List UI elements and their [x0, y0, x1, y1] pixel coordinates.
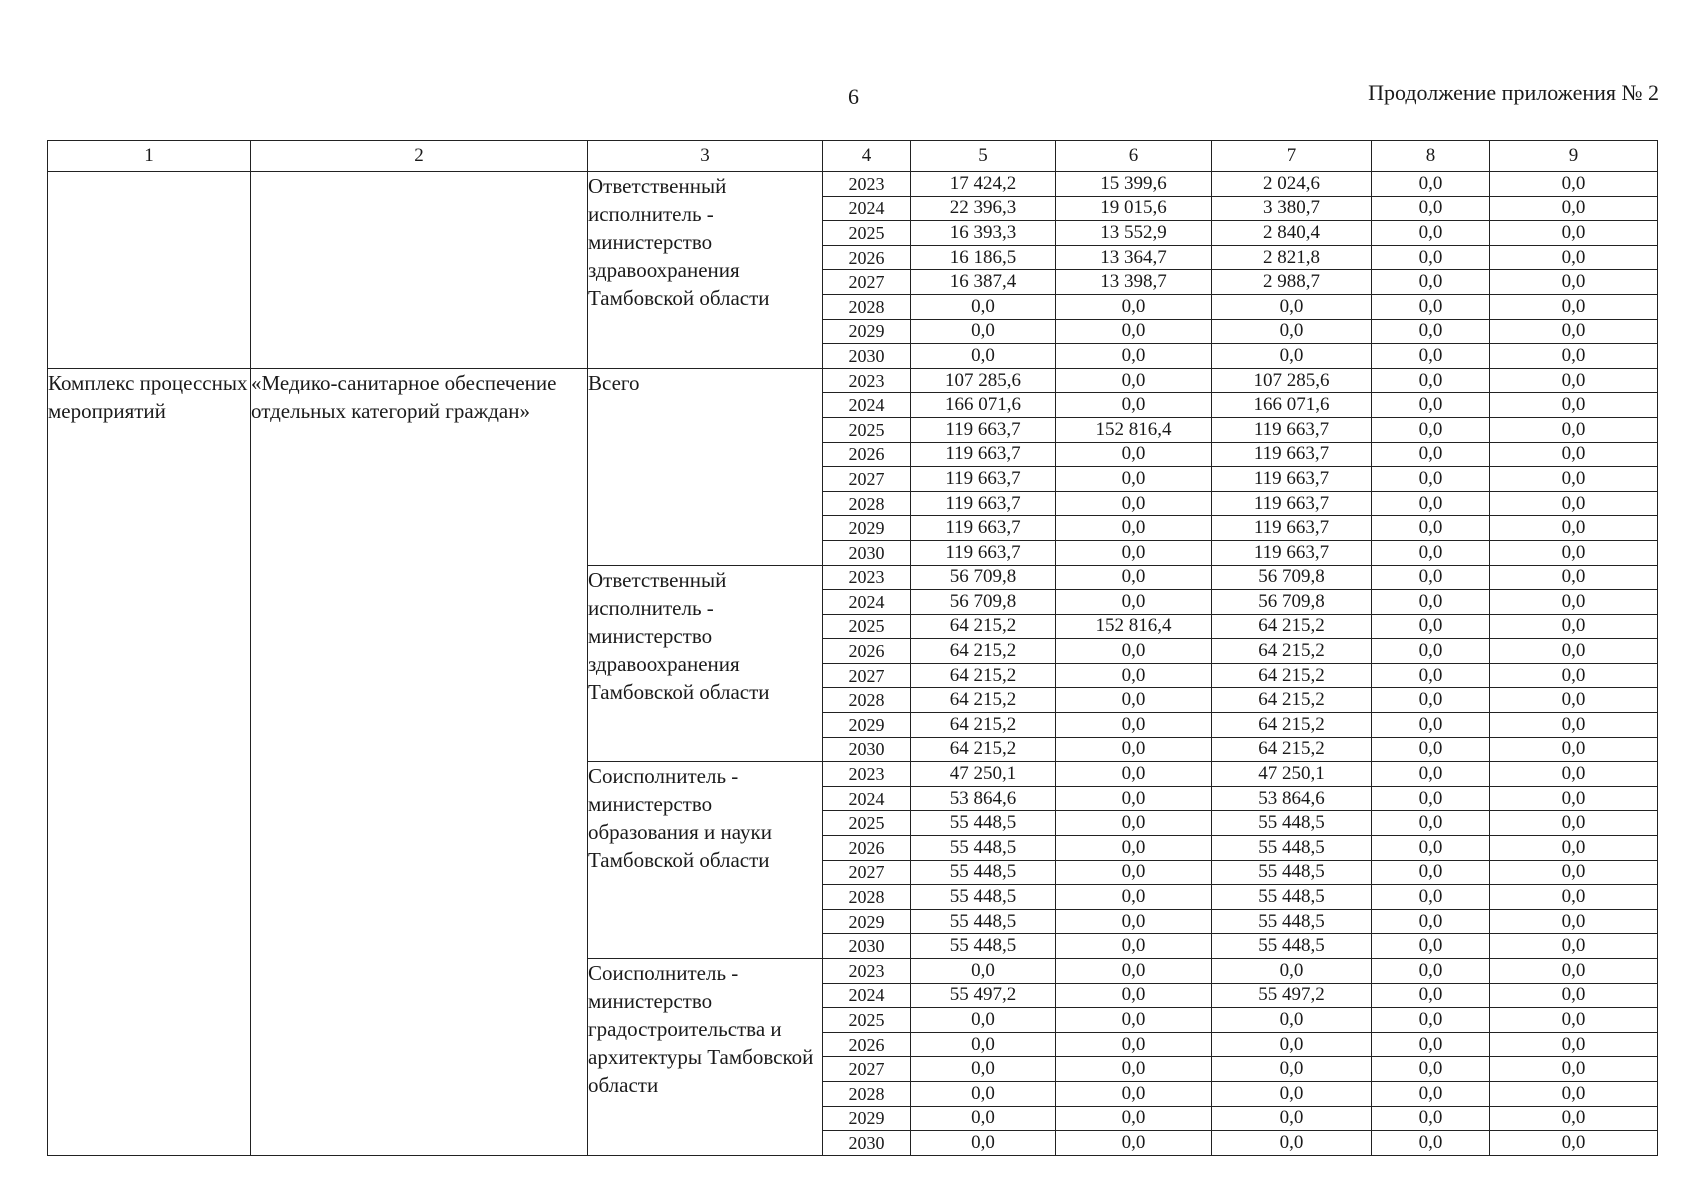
header-cell: 6 — [1056, 141, 1212, 172]
value-cell: 56 709,8 — [1212, 565, 1372, 590]
value-cell: 0,0 — [1056, 1106, 1212, 1131]
value-cell: 0,0 — [1490, 983, 1658, 1008]
year-cell: 2025 — [823, 221, 911, 246]
value-cell: 0,0 — [1372, 860, 1490, 885]
value-cell: 0,0 — [1056, 934, 1212, 959]
value-cell: 15 399,6 — [1056, 172, 1212, 197]
value-cell: 0,0 — [911, 294, 1056, 319]
year-cell: 2024 — [823, 983, 911, 1008]
value-cell: 0,0 — [1490, 688, 1658, 713]
event-name-cell: «Медико-санитарное обеспечение отдельных категорий граждан» — [251, 368, 588, 1155]
value-cell: 0,0 — [1372, 713, 1490, 738]
value-cell: 119 663,7 — [1212, 516, 1372, 541]
value-cell: 107 285,6 — [911, 368, 1056, 393]
value-cell: 0,0 — [1212, 319, 1372, 344]
value-cell: 0,0 — [1490, 270, 1658, 295]
executor-cell: Ответственный исполнитель - министерство здравоохранения Тамбовской области — [588, 565, 823, 762]
value-cell: 16 186,5 — [911, 245, 1056, 270]
value-cell: 0,0 — [1372, 442, 1490, 467]
year-cell: 2027 — [823, 270, 911, 295]
value-cell: 0,0 — [1056, 590, 1212, 615]
value-cell: 0,0 — [1372, 1131, 1490, 1156]
value-cell: 0,0 — [1490, 393, 1658, 418]
value-cell: 0,0 — [911, 959, 1056, 984]
value-cell: 64 215,2 — [1212, 737, 1372, 762]
value-cell: 0,0 — [1372, 1032, 1490, 1057]
event-type-cell: Комплекс процессных мероприятий — [48, 368, 251, 1155]
year-cell: 2024 — [823, 786, 911, 811]
value-cell: 17 424,2 — [911, 172, 1056, 197]
value-cell: 0,0 — [1372, 590, 1490, 615]
year-cell: 2023 — [823, 959, 911, 984]
header-cell: 1 — [48, 141, 251, 172]
year-cell: 2029 — [823, 909, 911, 934]
executor-cell: Ответственный исполнитель - министерство здравоохранения Тамбовской области — [588, 172, 823, 369]
value-cell: 55 448,5 — [911, 934, 1056, 959]
table-row — [48, 172, 1658, 197]
value-cell: 0,0 — [1372, 565, 1490, 590]
value-cell: 0,0 — [1372, 294, 1490, 319]
value-cell: 0,0 — [1372, 393, 1490, 418]
year-cell: 2024 — [823, 393, 911, 418]
year-cell: 2026 — [823, 1032, 911, 1057]
value-cell: 0,0 — [1490, 1106, 1658, 1131]
value-cell: 64 215,2 — [911, 737, 1056, 762]
value-cell: 0,0 — [1056, 1008, 1212, 1033]
year-cell: 2027 — [823, 663, 911, 688]
value-cell: 0,0 — [1490, 294, 1658, 319]
value-cell: 2 840,4 — [1212, 221, 1372, 246]
value-cell: 119 663,7 — [911, 516, 1056, 541]
year-cell: 2030 — [823, 737, 911, 762]
value-cell: 55 448,5 — [911, 909, 1056, 934]
value-cell: 0,0 — [1372, 1057, 1490, 1082]
value-cell: 0,0 — [1490, 836, 1658, 861]
value-cell: 0,0 — [911, 1057, 1056, 1082]
value-cell: 166 071,6 — [1212, 393, 1372, 418]
year-cell: 2026 — [823, 639, 911, 664]
value-cell: 0,0 — [1212, 1081, 1372, 1106]
value-cell: 119 663,7 — [911, 540, 1056, 565]
value-cell: 55 448,5 — [1212, 836, 1372, 861]
value-cell: 0,0 — [1372, 934, 1490, 959]
value-cell: 0,0 — [1490, 713, 1658, 738]
value-cell: 0,0 — [1212, 344, 1372, 369]
value-cell: 55 448,5 — [1212, 934, 1372, 959]
value-cell: 0,0 — [911, 1032, 1056, 1057]
value-cell: 0,0 — [1490, 762, 1658, 787]
value-cell: 0,0 — [1490, 1008, 1658, 1033]
appendix-caption: Продолжение приложения № 2 — [1368, 80, 1659, 105]
value-cell: 119 663,7 — [911, 491, 1056, 516]
executor-cell: Соисполнитель - министерство градостроительства и архитектуры Тамбовской области — [588, 959, 823, 1156]
value-cell: 0,0 — [1372, 885, 1490, 910]
value-cell: 13 398,7 — [1056, 270, 1212, 295]
value-cell: 0,0 — [1056, 1131, 1212, 1156]
value-cell: 0,0 — [1056, 909, 1212, 934]
value-cell: 0,0 — [1212, 294, 1372, 319]
value-cell: 0,0 — [911, 1008, 1056, 1033]
value-cell: 0,0 — [1056, 442, 1212, 467]
value-cell: 0,0 — [1372, 319, 1490, 344]
header-cell: 4 — [823, 141, 911, 172]
value-cell: 0,0 — [1372, 172, 1490, 197]
value-cell: 0,0 — [1056, 885, 1212, 910]
value-cell: 64 215,2 — [1212, 663, 1372, 688]
value-cell: 0,0 — [1490, 540, 1658, 565]
value-cell: 0,0 — [1372, 959, 1490, 984]
year-cell: 2026 — [823, 442, 911, 467]
value-cell: 55 497,2 — [911, 983, 1056, 1008]
budget-table — [47, 140, 1658, 1156]
value-cell: 0,0 — [1490, 196, 1658, 221]
value-cell: 0,0 — [1490, 1081, 1658, 1106]
value-cell: 0,0 — [1490, 417, 1658, 442]
value-cell: 22 396,3 — [911, 196, 1056, 221]
value-cell: 64 215,2 — [1212, 713, 1372, 738]
value-cell: 55 448,5 — [1212, 909, 1372, 934]
value-cell: 0,0 — [1490, 663, 1658, 688]
value-cell: 0,0 — [1056, 836, 1212, 861]
header-cell: 2 — [251, 141, 588, 172]
value-cell: 0,0 — [1490, 1131, 1658, 1156]
value-cell: 0,0 — [1056, 368, 1212, 393]
year-cell: 2028 — [823, 491, 911, 516]
value-cell: 0,0 — [911, 1106, 1056, 1131]
value-cell: 0,0 — [1372, 836, 1490, 861]
value-cell: 0,0 — [1372, 540, 1490, 565]
year-cell: 2029 — [823, 319, 911, 344]
value-cell: 0,0 — [1056, 688, 1212, 713]
value-cell: 0,0 — [1490, 245, 1658, 270]
value-cell: 0,0 — [1056, 319, 1212, 344]
value-cell: 55 448,5 — [911, 860, 1056, 885]
value-cell: 0,0 — [1490, 319, 1658, 344]
value-cell: 0,0 — [1490, 221, 1658, 246]
value-cell: 55 448,5 — [1212, 860, 1372, 885]
value-cell: 0,0 — [1056, 762, 1212, 787]
value-cell: 0,0 — [1056, 639, 1212, 664]
header-cell: 9 — [1490, 141, 1658, 172]
year-cell: 2028 — [823, 294, 911, 319]
value-cell: 0,0 — [1056, 1081, 1212, 1106]
value-cell: 0,0 — [1372, 762, 1490, 787]
value-cell: 107 285,6 — [1212, 368, 1372, 393]
value-cell: 64 215,2 — [1212, 688, 1372, 713]
value-cell: 0,0 — [1490, 909, 1658, 934]
year-cell: 2024 — [823, 196, 911, 221]
value-cell: 152 816,4 — [1056, 417, 1212, 442]
value-cell: 0,0 — [1056, 737, 1212, 762]
value-cell: 2 024,6 — [1212, 172, 1372, 197]
value-cell: 0,0 — [1372, 344, 1490, 369]
value-cell: 16 387,4 — [911, 270, 1056, 295]
value-cell: 0,0 — [1490, 737, 1658, 762]
year-cell: 2030 — [823, 934, 911, 959]
year-cell: 2028 — [823, 885, 911, 910]
value-cell: 0,0 — [1372, 688, 1490, 713]
value-cell: 53 864,6 — [1212, 786, 1372, 811]
value-cell: 0,0 — [1490, 442, 1658, 467]
value-cell: 119 663,7 — [911, 467, 1056, 492]
year-cell: 2023 — [823, 565, 911, 590]
value-cell: 0,0 — [1056, 786, 1212, 811]
value-cell: 0,0 — [1372, 1081, 1490, 1106]
value-cell: 119 663,7 — [911, 417, 1056, 442]
value-cell: 0,0 — [1372, 221, 1490, 246]
value-cell: 47 250,1 — [1212, 762, 1372, 787]
header-cell: 8 — [1372, 141, 1490, 172]
value-cell: 0,0 — [1490, 786, 1658, 811]
value-cell: 0,0 — [1372, 614, 1490, 639]
value-cell: 64 215,2 — [911, 639, 1056, 664]
value-cell: 55 497,2 — [1212, 983, 1372, 1008]
year-cell: 2027 — [823, 1057, 911, 1082]
value-cell: 0,0 — [1212, 1057, 1372, 1082]
value-cell: 19 015,6 — [1056, 196, 1212, 221]
value-cell: 0,0 — [1490, 639, 1658, 664]
value-cell: 0,0 — [1490, 860, 1658, 885]
value-cell: 0,0 — [1056, 491, 1212, 516]
year-cell: 2025 — [823, 811, 911, 836]
year-cell: 2030 — [823, 344, 911, 369]
year-cell: 2030 — [823, 540, 911, 565]
value-cell: 0,0 — [1056, 540, 1212, 565]
value-cell: 119 663,7 — [911, 442, 1056, 467]
value-cell: 0,0 — [1372, 737, 1490, 762]
year-cell: 2029 — [823, 713, 911, 738]
value-cell: 0,0 — [1372, 786, 1490, 811]
value-cell: 0,0 — [1056, 811, 1212, 836]
value-cell: 0,0 — [1372, 663, 1490, 688]
year-cell: 2029 — [823, 516, 911, 541]
value-cell: 0,0 — [1372, 909, 1490, 934]
value-cell: 0,0 — [1056, 294, 1212, 319]
value-cell: 0,0 — [1056, 860, 1212, 885]
value-cell: 13 364,7 — [1056, 245, 1212, 270]
value-cell: 0,0 — [1056, 663, 1212, 688]
value-cell: 119 663,7 — [1212, 467, 1372, 492]
value-cell: 56 709,8 — [911, 590, 1056, 615]
value-cell: 166 071,6 — [911, 393, 1056, 418]
value-cell: 0,0 — [1212, 1032, 1372, 1057]
header-cell: 3 — [588, 141, 823, 172]
value-cell: 0,0 — [1372, 983, 1490, 1008]
value-cell: 13 552,9 — [1056, 221, 1212, 246]
event-name-cell — [251, 172, 588, 369]
value-cell: 64 215,2 — [1212, 614, 1372, 639]
value-cell: 0,0 — [911, 1081, 1056, 1106]
header-cell: 7 — [1212, 141, 1372, 172]
value-cell: 0,0 — [1490, 934, 1658, 959]
year-cell: 2027 — [823, 860, 911, 885]
value-cell: 64 215,2 — [911, 713, 1056, 738]
value-cell: 0,0 — [1056, 565, 1212, 590]
header-cell: 5 — [911, 141, 1056, 172]
value-cell: 64 215,2 — [911, 614, 1056, 639]
value-cell: 0,0 — [1490, 811, 1658, 836]
value-cell: 0,0 — [1490, 614, 1658, 639]
value-cell: 119 663,7 — [1212, 417, 1372, 442]
value-cell: 0,0 — [1490, 565, 1658, 590]
value-cell: 0,0 — [911, 1131, 1056, 1156]
value-cell: 0,0 — [1212, 1131, 1372, 1156]
value-cell: 0,0 — [1490, 959, 1658, 984]
year-cell: 2026 — [823, 245, 911, 270]
value-cell: 55 448,5 — [911, 885, 1056, 910]
year-cell: 2025 — [823, 614, 911, 639]
value-cell: 152 816,4 — [1056, 614, 1212, 639]
value-cell: 0,0 — [1212, 959, 1372, 984]
header-row — [48, 141, 1658, 172]
value-cell: 0,0 — [1372, 245, 1490, 270]
value-cell: 0,0 — [1372, 639, 1490, 664]
year-cell: 2029 — [823, 1106, 911, 1131]
value-cell: 0,0 — [1212, 1106, 1372, 1131]
value-cell: 119 663,7 — [1212, 442, 1372, 467]
value-cell: 2 821,8 — [1212, 245, 1372, 270]
value-cell: 0,0 — [1056, 467, 1212, 492]
value-cell: 0,0 — [1056, 516, 1212, 541]
year-cell: 2024 — [823, 590, 911, 615]
value-cell: 0,0 — [1490, 1032, 1658, 1057]
value-cell: 2 988,7 — [1212, 270, 1372, 295]
value-cell: 0,0 — [1490, 516, 1658, 541]
page-number: 6 — [848, 84, 859, 109]
value-cell: 53 864,6 — [911, 786, 1056, 811]
value-cell: 55 448,5 — [911, 836, 1056, 861]
year-cell: 2023 — [823, 368, 911, 393]
table-row — [48, 368, 1658, 393]
value-cell: 0,0 — [1490, 344, 1658, 369]
value-cell: 56 709,8 — [911, 565, 1056, 590]
year-cell: 2027 — [823, 467, 911, 492]
value-cell: 0,0 — [1490, 1057, 1658, 1082]
value-cell: 0,0 — [1056, 983, 1212, 1008]
year-cell: 2023 — [823, 762, 911, 787]
value-cell: 0,0 — [1372, 491, 1490, 516]
year-cell: 2030 — [823, 1131, 911, 1156]
value-cell: 0,0 — [1490, 491, 1658, 516]
value-cell: 0,0 — [1490, 467, 1658, 492]
year-cell: 2025 — [823, 417, 911, 442]
value-cell: 0,0 — [911, 344, 1056, 369]
executor-cell: Всего — [588, 368, 823, 565]
value-cell: 0,0 — [1490, 172, 1658, 197]
value-cell: 119 663,7 — [1212, 540, 1372, 565]
value-cell: 0,0 — [1372, 270, 1490, 295]
year-cell: 2028 — [823, 1081, 911, 1106]
value-cell: 55 448,5 — [1212, 811, 1372, 836]
value-cell: 0,0 — [1056, 959, 1212, 984]
value-cell: 0,0 — [1490, 885, 1658, 910]
value-cell: 0,0 — [1212, 1008, 1372, 1033]
value-cell: 55 448,5 — [1212, 885, 1372, 910]
value-cell: 64 215,2 — [1212, 639, 1372, 664]
value-cell: 0,0 — [1372, 467, 1490, 492]
value-cell: 3 380,7 — [1212, 196, 1372, 221]
executor-cell: Соисполнитель - министерство образования и науки Тамбовской области — [588, 762, 823, 959]
value-cell: 119 663,7 — [1212, 491, 1372, 516]
value-cell: 0,0 — [1372, 811, 1490, 836]
year-cell: 2023 — [823, 172, 911, 197]
value-cell: 0,0 — [1490, 368, 1658, 393]
value-cell: 55 448,5 — [911, 811, 1056, 836]
value-cell: 47 250,1 — [911, 762, 1056, 787]
value-cell: 0,0 — [1372, 516, 1490, 541]
value-cell: 0,0 — [1056, 713, 1212, 738]
value-cell: 0,0 — [1372, 196, 1490, 221]
value-cell: 0,0 — [1056, 344, 1212, 369]
value-cell: 64 215,2 — [911, 688, 1056, 713]
value-cell: 0,0 — [1056, 1032, 1212, 1057]
year-cell: 2026 — [823, 836, 911, 861]
year-cell: 2028 — [823, 688, 911, 713]
value-cell: 0,0 — [1056, 1057, 1212, 1082]
value-cell: 0,0 — [1056, 393, 1212, 418]
value-cell: 0,0 — [1372, 368, 1490, 393]
value-cell: 16 393,3 — [911, 221, 1056, 246]
value-cell: 0,0 — [911, 319, 1056, 344]
event-type-cell — [48, 172, 251, 369]
value-cell: 0,0 — [1372, 1008, 1490, 1033]
value-cell: 56 709,8 — [1212, 590, 1372, 615]
value-cell: 0,0 — [1490, 590, 1658, 615]
year-cell: 2025 — [823, 1008, 911, 1033]
value-cell: 64 215,2 — [911, 663, 1056, 688]
value-cell: 0,0 — [1372, 1106, 1490, 1131]
value-cell: 0,0 — [1372, 417, 1490, 442]
